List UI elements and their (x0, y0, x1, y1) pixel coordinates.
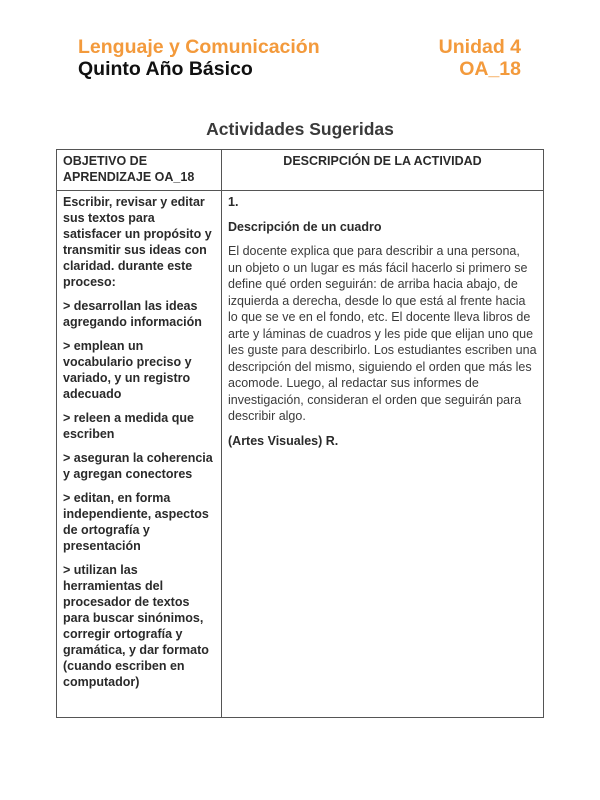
activity-number: 1. (228, 195, 239, 209)
document-header-left (78, 36, 320, 80)
activity-cell (222, 191, 544, 718)
objective-item: > aseguran la coherencia y agregan conectores (63, 451, 213, 481)
objective-cell (57, 191, 222, 718)
objective-item: > utilizan las herramientas del procesador de textos para buscar sinónimos, corregir ortografía y gramática, y dar formato (cuando escriben en computador) (63, 563, 209, 689)
document-header-right (439, 36, 521, 80)
objective-column-header: OBJETIVO DE APRENDIZAJE OA_18 (57, 150, 222, 191)
activity-body: El docente explica que para describir a una persona, un objeto o un lugar es más fácil hacerlo si primero se define qué orden seguirán: de arriba hacia abajo, de izquierda a derecha, desde lo que está al frente hacia lo que se ve en el fondo, etc. El docente lleva libros de arte y láminas de cuadros y les pide que elijan uno que les guste para describirlo. Los estudiantes escriben una descripción del mismo, siguiendo el orden que más les acomode. Luego, al redactar sus informes de investigación, consideran el orden que seguirán para describir algo. (228, 244, 537, 423)
oa-code: OA_18 (459, 58, 521, 80)
subject-title: Lenguaje y Comunicación (78, 36, 320, 58)
description-column-header: DESCRIPCIÓN DE LA ACTIVIDAD (222, 150, 544, 191)
grade-level: Quinto Año Básico (78, 58, 253, 80)
table-header-row (57, 150, 544, 191)
objective-item: > editan, en forma independiente, aspectos de ortografía y presentación (63, 491, 209, 553)
activity-note: (Artes Visuales) R. (228, 433, 339, 448)
activity-title: Descripción de un cuadro (228, 219, 382, 234)
objective-item: > releen a medida que escriben (63, 411, 194, 441)
objective-intro: Escribir, revisar y editar sus textos para satisfacer un propósito y transmitir sus ideas con claridad. durante este proceso: (63, 195, 212, 289)
objective-item: > desarrollan las ideas agregando información (63, 299, 202, 329)
activities-table (56, 149, 544, 718)
objective-item: > emplean un vocabulario preciso y variado, y un registro adecuado (63, 339, 192, 401)
unit-label: Unidad 4 (438, 36, 521, 58)
table-row (57, 191, 544, 718)
section-title: Actividades Sugeridas (206, 119, 394, 139)
